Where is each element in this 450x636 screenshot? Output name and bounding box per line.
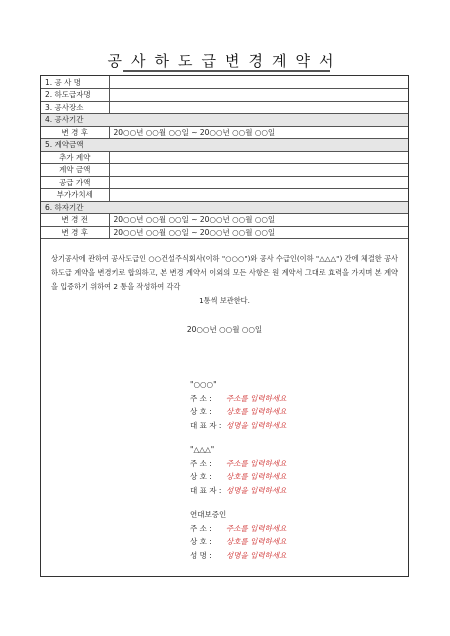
- row-label-supply-value: 공급 가액: [41, 176, 109, 189]
- party-contractor: [190, 378, 286, 432]
- address-field[interactable]: 주소를 입력하세요: [226, 523, 287, 533]
- site-field[interactable]: [109, 101, 408, 114]
- defect-before-field[interactable]: 20○○년 ○○월 ○○일 ~ 20○○년 ○○월 ○○일: [109, 214, 408, 227]
- name-field[interactable]: 성명을 입력하세요: [226, 550, 287, 560]
- table-row: [41, 139, 408, 152]
- row-label-contract-amount: 계약 금액: [41, 164, 109, 177]
- address-label: 주 소 :: [190, 393, 212, 403]
- representative-field[interactable]: 성명을 입력하세요: [226, 420, 287, 430]
- company-field[interactable]: 상호를 입력하세요: [226, 537, 287, 546]
- representative-label: 대 표 자 :: [190, 420, 222, 430]
- row-label-project-name: 1. 공 사 명: [41, 76, 109, 89]
- table-row: [41, 76, 408, 89]
- row-label-site: 3. 공사장소: [41, 101, 109, 114]
- additional-contract-field[interactable]: [109, 151, 408, 164]
- address-field[interactable]: 주소를 입력하세요: [226, 393, 287, 403]
- address-label: 주 소 :: [190, 523, 212, 533]
- company-field[interactable]: 상호를 입력하세요: [226, 407, 287, 416]
- row-label-after-change: 변 경 후: [41, 226, 109, 239]
- title-underline: [123, 70, 330, 72]
- party-guarantor: [190, 508, 286, 562]
- section-header-period: 4. 공사기간: [41, 114, 408, 127]
- party-name: "○○○": [190, 380, 217, 389]
- defect-after-field[interactable]: 20○○년 ○○월 ○○일 ~ 20○○년 ○○월 ○○일: [109, 226, 408, 239]
- address-field[interactable]: 주소를 입력하세요: [226, 458, 287, 468]
- vat-field[interactable]: [109, 189, 408, 202]
- subcontractor-field[interactable]: [109, 89, 408, 102]
- section-header-amount: 5. 계약금액: [41, 139, 408, 152]
- section-header-defect-period: 6. 하자기간: [41, 201, 408, 214]
- table-row: [41, 214, 408, 227]
- table-row: [41, 201, 408, 214]
- row-label-subcontractor: 2. 하도급자명: [41, 89, 109, 102]
- contract-body-last-line: 1통씩 보관한다.: [199, 296, 250, 305]
- row-label-additional: 추가 계약: [41, 151, 109, 164]
- contract-amount-field[interactable]: [109, 164, 408, 177]
- period-after-field[interactable]: 20○○년 ○○월 ○○일 ~ 20○○년 ○○월 ○○일: [109, 126, 408, 139]
- table-row: [41, 151, 408, 164]
- table-row: [41, 189, 408, 202]
- row-label-after-change: 변 경 후: [41, 126, 109, 139]
- name-label: 성 명 :: [190, 550, 212, 560]
- representative-field[interactable]: 성명을 입력하세요: [226, 485, 287, 495]
- table-row: [41, 89, 408, 102]
- contract-table: [41, 76, 408, 239]
- representative-label: 대 표 자 :: [190, 485, 222, 495]
- table-row: [41, 126, 408, 139]
- company-label: 상 호 :: [190, 472, 212, 481]
- address-label: 주 소 :: [190, 458, 212, 468]
- row-label-before-change: 변 경 전: [41, 214, 109, 227]
- contract-body: [41, 252, 408, 308]
- table-row: [41, 164, 408, 177]
- party-name: 연대보증인: [190, 510, 227, 519]
- document-title: 공사하도급변경계약서: [107, 52, 343, 70]
- contract-body-text: 상기공사에 관하여 공사도급인 ○○건설주식회사(이하 "○○○")와 공사 수급인(이하 "△△△") 간에 체결한 공사하도급 계약을 변경키로 합의하고, 본 변경 계약서 이외의 모든 사항은 원 계약서 그대로 효력을 가지며 본 계약을 입증하기 위하여 2 통을 작성하여 각각: [51, 254, 398, 291]
- table-row: [41, 226, 408, 239]
- contract-frame: [40, 75, 409, 577]
- row-label-vat: 부가가치세: [41, 189, 109, 202]
- company-label: 상 호 :: [190, 537, 212, 546]
- contract-date[interactable]: 20○○년 ○○월 ○○일: [186, 325, 263, 334]
- table-row: [41, 101, 408, 114]
- company-field[interactable]: 상호를 입력하세요: [226, 472, 287, 481]
- table-row: [41, 176, 408, 189]
- party-name: "△△△": [190, 445, 215, 454]
- project-name-field[interactable]: [109, 76, 408, 89]
- company-label: 상 호 :: [190, 407, 212, 416]
- table-row: [41, 114, 408, 127]
- supply-value-field[interactable]: [109, 176, 408, 189]
- party-subcontractor: [190, 443, 286, 497]
